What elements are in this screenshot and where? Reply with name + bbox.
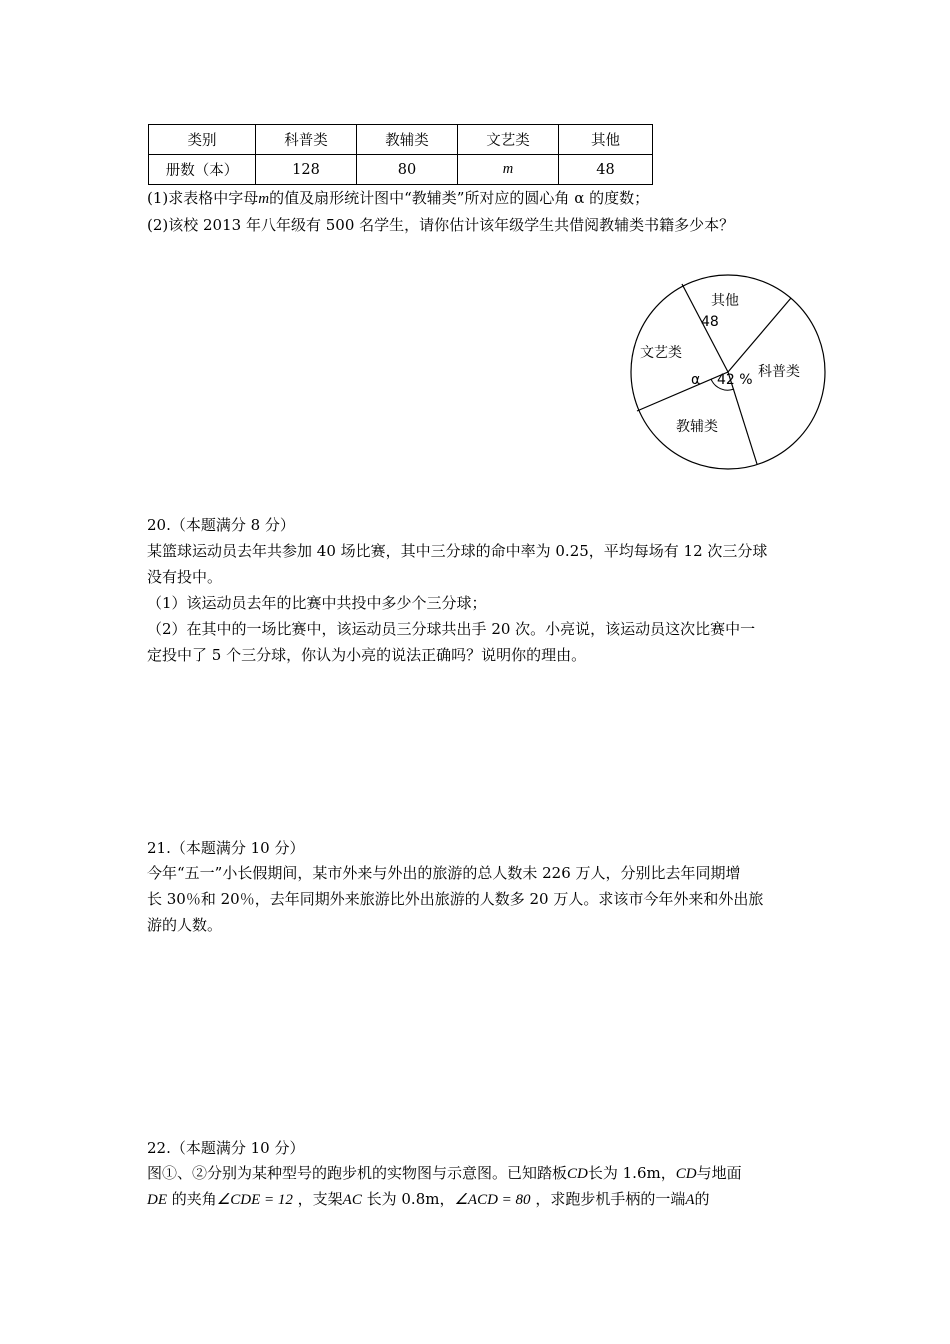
- problem-20-line-2: 没有投中。: [147, 568, 223, 586]
- p22-segment-de: DE: [147, 1192, 167, 1208]
- p22-angle-acd: ∠ACD = 80: [454, 1192, 531, 1208]
- p22-text: 图①、②分别为某种型号的跑步机的实物图与示意图。已知踏板: [147, 1164, 568, 1182]
- problem-22-line-2: [147, 1186, 710, 1214]
- problem-22-line-1: [147, 1160, 742, 1188]
- q1-text-a: (1)求表格中字母: [147, 189, 259, 207]
- pie-label-tutoring: 教辅类: [676, 419, 718, 435]
- p22-text: ，支架: [297, 1190, 343, 1208]
- question-19-part-1: [147, 185, 649, 213]
- table-cell: m: [458, 155, 559, 185]
- p22-text: 的夹角: [171, 1190, 217, 1208]
- pie-label-other: 其他: [711, 293, 739, 309]
- pie-label-literature: 文艺类: [640, 345, 682, 361]
- problem-21-line-3: 游的人数。: [147, 916, 223, 934]
- p22-segment-cd: CD: [567, 1166, 588, 1182]
- pie-label-science: 科普类: [758, 364, 800, 380]
- table-cell: 80: [357, 155, 458, 185]
- problem-20-header: 20.（本题满分 8 分）: [147, 516, 295, 534]
- table-header-row: [149, 125, 653, 155]
- problem-20-line-3: （1）该运动员去年的比赛中共投中多少个三分球；: [147, 594, 487, 612]
- p22-text: 长为 0.8m，: [366, 1190, 455, 1208]
- pie-boundary-tutoring-literature: [637, 372, 728, 411]
- pie-chart: [620, 270, 840, 480]
- angle-alpha-label: α: [691, 372, 701, 388]
- book-category-table: [148, 124, 653, 185]
- table-header-cell: 教辅类: [357, 125, 458, 155]
- pie-value-other: 48: [701, 314, 719, 330]
- pie-percent-label: 42 %: [717, 372, 753, 388]
- p22-text: 的: [694, 1190, 710, 1208]
- p22-segment-cd: CD: [675, 1166, 697, 1182]
- pie-boundary-other-science: [728, 298, 791, 372]
- table-header-cell: 类别: [149, 125, 256, 155]
- question-19-part-2: (2)该校 2013 年八年级有 500 名学生，请你估计该年级学生共借阅教辅类书籍多少本？: [147, 216, 735, 234]
- table-header-cell: 其他: [559, 125, 653, 155]
- p22-point-a: A: [685, 1192, 695, 1208]
- q1-variable: m: [258, 191, 270, 207]
- problem-20-line-4: （2）在其中的一场比赛中，该运动员三分球共出手 20 次。小亮说，该运动员这次比赛中一: [147, 620, 756, 638]
- problem-20-line-1: 某篮球运动员去年共参加 40 场比赛，其中三分球的命中率为 0.25，平均每场有 12 次三分球: [147, 542, 768, 560]
- problem-20-line-5: 定投中了 5 个三分球，你认为小亮的说法正确吗？说明你的理由。: [147, 646, 587, 664]
- table-header-cell: 文艺类: [458, 125, 559, 155]
- q1-text-b: 的值及扇形统计图中“教辅类”所对应的圆心角 α 的度数；: [269, 189, 650, 207]
- table-row: [149, 155, 653, 185]
- table-header-cell: 科普类: [256, 125, 357, 155]
- table-cell: 128: [256, 155, 357, 185]
- p22-segment-ac: AC: [342, 1192, 362, 1208]
- p22-angle-cde: ∠CDE = 12: [216, 1192, 293, 1208]
- table-row-label: 册数（本）: [149, 155, 256, 185]
- problem-21-line-1: 今年“五一”小长假期间，某市外来与外出的旅游的总人数未 226 万人，分别比去年同期增: [147, 864, 741, 882]
- problem-21-line-2: 长 30％和 20％，去年同期外来旅游比外出旅游的人数多 20 万人。求该市今年外来和外出旅: [147, 890, 764, 908]
- problem-21-header: 21.（本题满分 10 分）: [147, 839, 305, 857]
- table-cell: 48: [559, 155, 653, 185]
- p22-text: 与地面: [696, 1164, 742, 1182]
- p22-text: ，求跑步机手柄的一端: [535, 1190, 686, 1208]
- p22-text: 长为 1.6m，: [587, 1164, 676, 1182]
- problem-22-header: 22.（本题满分 10 分）: [147, 1139, 305, 1157]
